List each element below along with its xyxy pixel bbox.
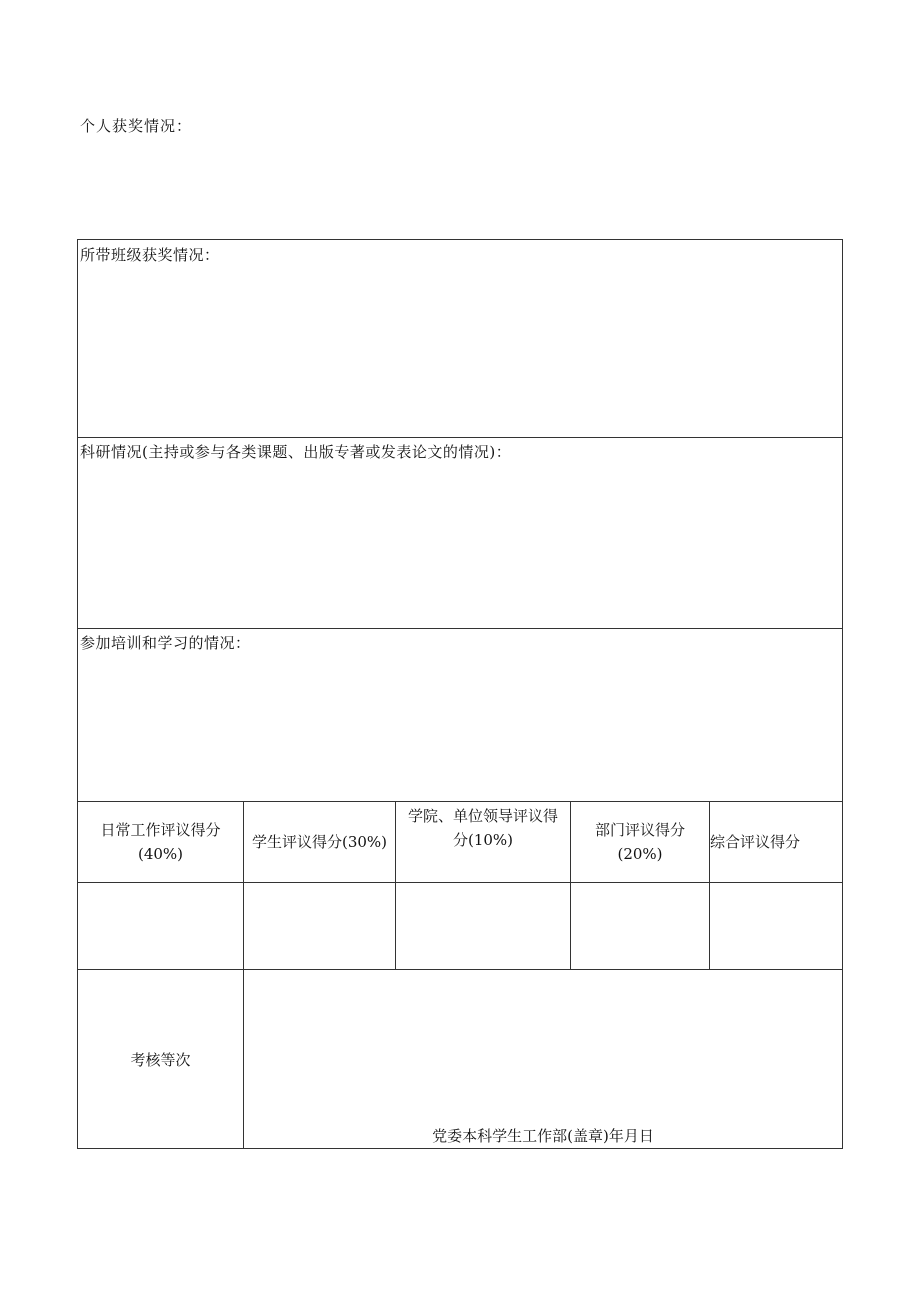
score-header-daily-work-line2: (40%) <box>137 845 184 863</box>
score-header-overall <box>710 830 816 854</box>
score-header-daily-work <box>78 818 243 866</box>
divider-research-training <box>77 628 843 629</box>
score-header-department <box>571 818 709 866</box>
form-table <box>77 239 843 1149</box>
score-header-department-line1: 部门评议得分 <box>594 821 685 839</box>
score-header-student <box>244 830 395 854</box>
class-awards-label: 所带班级获奖情况： <box>80 246 220 264</box>
score-value-overall[interactable] <box>710 883 842 969</box>
score-header-student-line1: 学生评议得分(30%) <box>251 833 388 851</box>
score-value-student[interactable] <box>244 883 395 969</box>
score-header-overall-line1: 综合评议得分 <box>710 833 801 851</box>
research-label: 科研情况(主持或参与各类课题、出版专著或发表论文的情况)： <box>80 443 512 461</box>
score-header-daily-work-line1: 日常工作评议得分 <box>100 821 221 839</box>
assessment-seal-line: 党委本科学生工作部(盖章)年月日 <box>432 1127 654 1145</box>
training-label: 参加培训和学习的情况： <box>80 634 251 652</box>
score-value-leadership[interactable] <box>396 883 570 969</box>
score-value-daily-work[interactable] <box>78 883 243 969</box>
score-header-department-line2: (20%) <box>617 845 663 863</box>
score-header-leadership-line1: 学院、单位领导评议得 <box>407 807 558 825</box>
divider-class-research <box>77 437 843 438</box>
divider-training-scores <box>77 801 843 802</box>
score-header-leadership <box>396 804 570 852</box>
score-header-leadership-line2: 分(10%) <box>452 831 514 849</box>
assessment-col-divider <box>243 969 244 1149</box>
personal-awards-label: 个人获奖情况： <box>80 117 193 135</box>
assessment-label: 考核等次 <box>130 1051 191 1069</box>
divider-score-values <box>77 969 843 970</box>
score-value-department[interactable] <box>571 883 709 969</box>
